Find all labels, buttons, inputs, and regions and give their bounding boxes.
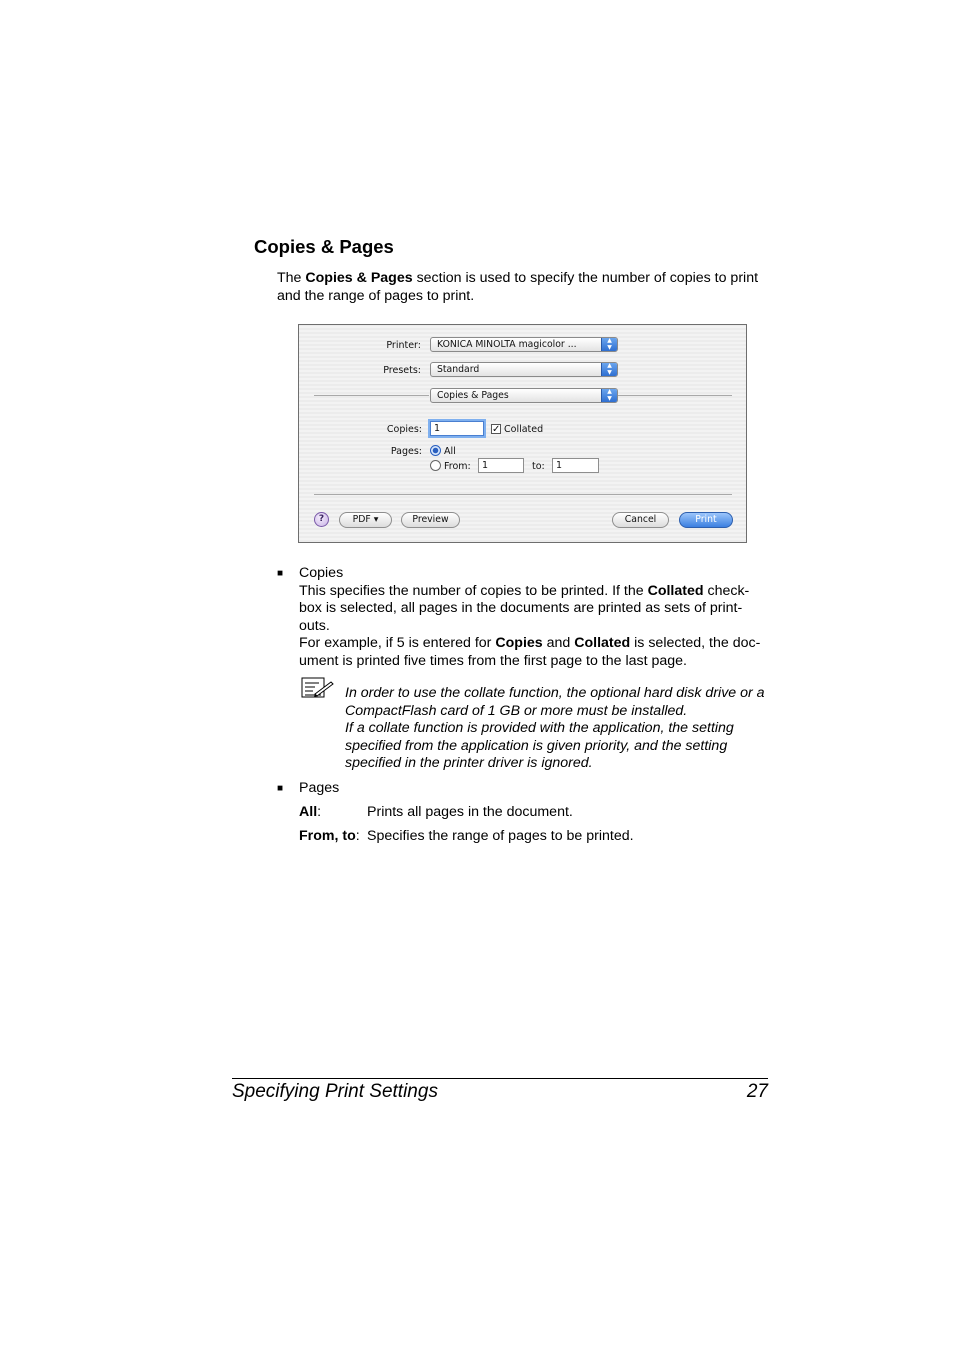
intro-paragraph: The Copies & Pages section is used to specify the number of copies to print and the range of pages to print. — [277, 270, 759, 304]
bullet-icon: ■ — [277, 568, 284, 579]
footer-title: Specifying Print Settings — [232, 1081, 438, 1102]
popup-arrows-icon: ▲ ▼ — [601, 389, 617, 402]
all-term: All: — [299, 804, 322, 820]
page-number: 27 — [746, 1081, 768, 1102]
print-dialog-screenshot — [298, 324, 747, 543]
printer-popup[interactable] — [430, 337, 618, 352]
preview-button[interactable]: Preview — [401, 512, 460, 528]
pages-title: Pages — [299, 780, 340, 796]
all-label: All — [444, 446, 456, 457]
note-text: In order to use the collate function, the optional hard disk drive or a CompactFlash card of 1 GB or more must be installed. If a collate function is provided with the application, the setting specified from the application is given priority, and the setting specified in the printer driver is ignored. — [345, 685, 765, 772]
to-field[interactable]: 1 — [552, 458, 599, 473]
fromto-term: From, to: — [299, 828, 360, 844]
separator — [618, 395, 732, 396]
to-label: to: — [532, 461, 545, 472]
help-icon[interactable]: ? — [314, 512, 329, 527]
presets-popup-value: Standard — [437, 364, 480, 375]
panel-popup[interactable] — [430, 388, 618, 403]
collated-label: Collated — [504, 424, 544, 435]
collated-checkbox[interactable]: ✓ — [492, 424, 501, 435]
fromto-description: Specifies the range of pages to be printed. — [367, 828, 634, 844]
printer-label: Printer: — [386, 340, 421, 351]
pdf-button[interactable]: PDF ▾ — [339, 512, 392, 528]
footer-rule — [232, 1078, 768, 1079]
from-radio[interactable] — [430, 460, 441, 471]
all-description: Prints all pages in the document. — [367, 804, 573, 820]
popup-arrows-icon: ▲ ▼ — [601, 338, 617, 351]
separator — [314, 494, 732, 495]
panel-popup-value: Copies & Pages — [437, 390, 509, 401]
from-label: From: — [444, 461, 471, 472]
popup-arrows-icon: ▲ ▼ — [601, 363, 617, 376]
all-radio[interactable] — [430, 445, 441, 456]
note-icon — [301, 677, 335, 701]
cancel-button[interactable]: Cancel — [612, 512, 669, 528]
pages-label: Pages: — [390, 446, 422, 457]
printer-popup-value: KONICA MINOLTA magicolor ... — [437, 339, 577, 350]
print-button[interactable]: Print — [679, 512, 733, 528]
section-heading: Copies & Pages — [254, 236, 394, 257]
separator — [314, 395, 429, 396]
copies-description: Copies This specifies the number of copies to be printed. If the Collated check- box is selected, all pages in the documents are printed as sets of print- outs. For example, if 5 is entered for Copies and Collated is selected, the doc- ument is printed five times from the first page to the last page. — [299, 565, 761, 669]
copies-field[interactable]: 1 — [430, 421, 484, 436]
from-field[interactable]: 1 — [478, 458, 524, 473]
presets-popup[interactable] — [430, 362, 618, 377]
presets-label: Presets: — [383, 365, 421, 376]
bullet-icon: ■ — [277, 783, 284, 794]
copies-label: Copies: — [386, 424, 422, 435]
